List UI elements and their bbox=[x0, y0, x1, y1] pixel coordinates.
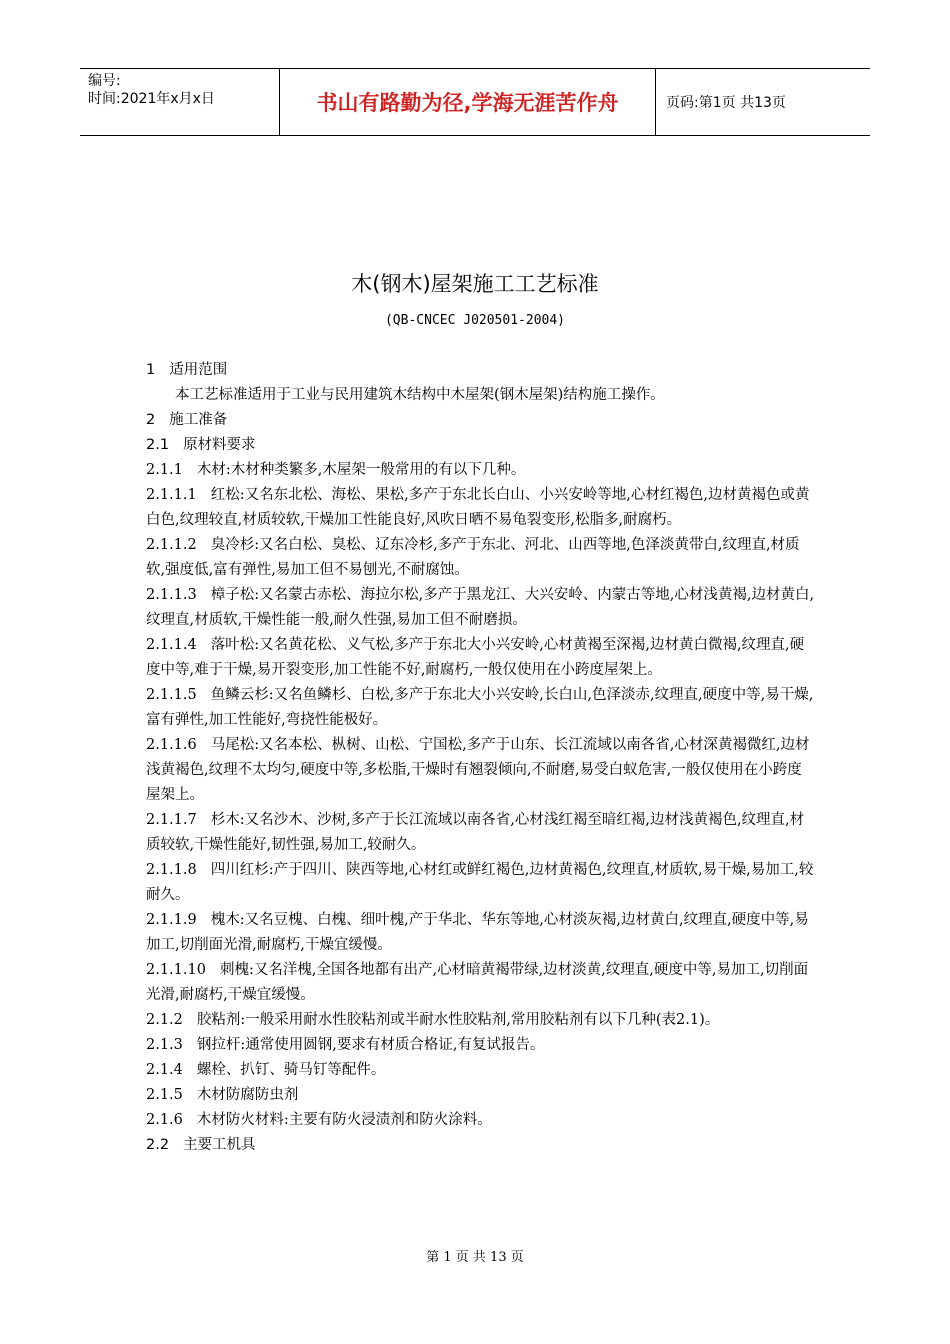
paragraph-text: 臭冷杉:又名白松、臭松、辽东冷杉,多产于东北、河北、山西等地,色泽淡黄带白,纹理直,材质软,强度低,富有弹性,易加工但不易刨光,不耐腐蚀。 bbox=[146, 537, 800, 578]
document-body bbox=[146, 358, 816, 1158]
section-number: 2.1.1 bbox=[146, 462, 183, 478]
paragraph bbox=[146, 1108, 816, 1133]
section-number: 2.1.1.3 bbox=[146, 587, 197, 603]
page-footer: 第 1 页 共 13 页 bbox=[426, 1250, 524, 1265]
section-number: 2.1.2 bbox=[146, 1012, 183, 1028]
document-title: 木(钢木)屋架施工工艺标准 bbox=[351, 272, 599, 296]
paragraph bbox=[146, 683, 816, 733]
paragraph bbox=[146, 958, 816, 1008]
paragraph bbox=[146, 383, 816, 408]
paragraph-text: 螺栓、扒钉、骑马钉等配件。 bbox=[196, 1062, 386, 1078]
paragraph bbox=[146, 1008, 816, 1033]
section-number: 2.1.6 bbox=[146, 1112, 183, 1128]
section-heading bbox=[146, 358, 816, 383]
section-number: 2.1.1.5 bbox=[146, 687, 197, 703]
section-number: 2.1.4 bbox=[146, 1062, 183, 1078]
paragraph bbox=[146, 458, 816, 483]
section-heading bbox=[146, 1133, 816, 1158]
paragraph-text: 四川红杉:产于四川、陕西等地,心材红或鲜红褐色,边材黄褐色,纹理直,材质软,易干燥,易加工,较耐久。 bbox=[146, 862, 814, 903]
paragraph-text: 杉木:又名沙木、沙树,多产于长江流域以南各省,心材浅红褐至暗红褐,边材浅黄褐色,纹理直,材质较软,干燥性能好,韧性强,易加工,较耐久。 bbox=[146, 812, 805, 853]
date-label: 时间:2021年x月x日 bbox=[88, 91, 215, 107]
header-page-info: 页码:第1页 共13页 bbox=[666, 95, 786, 111]
paragraph-text: 槐木:又名豆槐、白槐、细叶槐,产于华北、华东等地,心材淡灰褐,边材黄白,纹理直,硬度中等,易加工,切削面光滑,耐腐朽,干燥宜缓慢。 bbox=[146, 912, 809, 953]
section-heading bbox=[146, 408, 816, 433]
paragraph-text: 木材:木材种类繁多,木屋架一般常用的有以下几种。 bbox=[196, 462, 526, 478]
paragraph-text: 落叶松:又名黄花松、义气松,多产于东北大小兴安岭,心材黄褐至深褐,边材黄白微褐,纹理直,硬度中等,难于干燥,易开裂变形,加工性能不好,耐腐朽,一般仅使用在小跨度屋架上。 bbox=[146, 637, 805, 678]
paragraph bbox=[146, 483, 816, 533]
paragraph-text: 本工艺标准适用于工业与民用建筑木结构中木屋架(钢木屋架)结构施工操作。 bbox=[175, 387, 665, 403]
header-motto: 书山有路勤为径,学海无涯苦作舟 bbox=[280, 69, 656, 135]
section-number: 2 bbox=[146, 412, 156, 428]
paragraph bbox=[146, 858, 816, 908]
paragraph-text: 施工准备 bbox=[169, 412, 228, 428]
paragraph-text: 樟子松:又名蒙古赤松、海拉尔松,多产于黑龙江、大兴安岭、内蒙古等地,心材浅黄褐,边材黄白,纹理直,材质软,干燥性能一般,耐久性强,易加工但不耐磨损。 bbox=[146, 587, 815, 628]
page-header bbox=[80, 68, 870, 136]
section-number: 1 bbox=[146, 362, 156, 378]
paragraph bbox=[146, 1033, 816, 1058]
paragraph bbox=[146, 1058, 816, 1083]
header-meta bbox=[80, 69, 280, 135]
paragraph bbox=[146, 1083, 816, 1108]
section-number: 2.1.1.9 bbox=[146, 912, 197, 928]
paragraph-text: 鱼鳞云杉:又名鱼鳞杉、白松,多产于东北大小兴安岭,长白山,色泽淡赤,纹理直,硬度中等,易干燥,富有弹性,加工性能好,弯挠性能极好。 bbox=[146, 687, 814, 728]
section-number: 2.1.5 bbox=[146, 1087, 183, 1103]
paragraph-text: 原材料要求 bbox=[183, 437, 256, 453]
document-code: (QB-CNCEC J020501-2004) bbox=[384, 313, 565, 328]
code-label: 编号: bbox=[88, 73, 121, 89]
paragraph-text: 适用范围 bbox=[169, 362, 228, 378]
paragraph-text: 刺槐:又名洋槐,全国各地都有出产,心材暗黄褐带绿,边材淡黄,纹理直,硬度中等,易加工,切削面光滑,耐腐朽,干燥宜缓慢。 bbox=[146, 962, 809, 1003]
section-number: 2.1.1.2 bbox=[146, 537, 197, 553]
section-heading bbox=[146, 433, 816, 458]
paragraph-text: 木材防火材料:主要有防火浸渍剂和防火涂料。 bbox=[196, 1112, 492, 1128]
section-number: 2.1.1.8 bbox=[146, 862, 197, 878]
paragraph-text: 木材防腐防虫剂 bbox=[196, 1087, 299, 1103]
paragraph bbox=[146, 733, 816, 808]
section-number: 2.1.3 bbox=[146, 1037, 183, 1053]
section-number: 2.1.1.7 bbox=[146, 812, 197, 828]
paragraph-text: 马尾松:又名本松、枞树、山松、宁国松,多产于山东、长江流域以南各省,心材深黄褐微红,边材浅黄褐色,纹理不太均匀,硬度中等,多松脂,干燥时有翘裂倾向,不耐磨,易受白蚁危害,一般仅使用在小跨度屋架上。 bbox=[146, 737, 810, 803]
paragraph bbox=[146, 633, 816, 683]
paragraph bbox=[146, 583, 816, 633]
paragraph-text: 钢拉杆:通常使用圆钢,要求有材质合格证,有复试报告。 bbox=[196, 1037, 545, 1053]
paragraph-text: 红松:又名东北松、海松、果松,多产于东北长白山、小兴安岭等地,心材红褐色,边材黄褐色或黄白色,纹理较直,材质较软,干燥加工性能良好,风吹日晒不易龟裂变形,松脂多,耐腐朽。 bbox=[146, 487, 810, 528]
section-number: 2.1.1.4 bbox=[146, 637, 197, 653]
paragraph-text: 主要工机具 bbox=[183, 1137, 256, 1153]
section-number: 2.1.1.1 bbox=[146, 487, 197, 503]
paragraph-text: 胶粘剂:一般采用耐水性胶粘剂或半耐水性胶粘剂,常用胶粘剂有以下几种(表2.1)。 bbox=[196, 1012, 720, 1028]
section-number: 2.1 bbox=[146, 437, 170, 453]
section-number: 2.1.1.6 bbox=[146, 737, 197, 753]
section-number: 2.2 bbox=[146, 1137, 170, 1153]
section-number: 2.1.1.10 bbox=[146, 962, 206, 978]
paragraph bbox=[146, 808, 816, 858]
paragraph bbox=[146, 533, 816, 583]
paragraph bbox=[146, 908, 816, 958]
